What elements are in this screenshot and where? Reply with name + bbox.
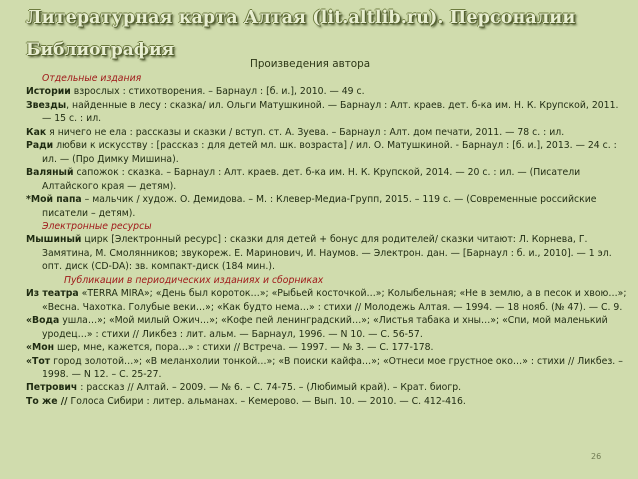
entry-lead: То же // xyxy=(26,395,68,407)
page-number: 26 xyxy=(591,452,602,461)
entry-lead: Валяный xyxy=(26,167,74,179)
works-title: Произведения автора xyxy=(250,58,371,70)
entry-text: взрослых : стихотворения. – Барнаул : [б. и.], 2010. — 49 с. xyxy=(70,86,365,98)
bibliography-entry xyxy=(26,314,628,341)
bibliography-entry xyxy=(26,193,628,220)
entry-text: Голоса Сибири : литер. альманах. – Кемерово. — Вып. 10. — 2010. — С. 412-416. xyxy=(67,395,466,407)
section-heading: Библиография xyxy=(26,40,175,60)
subsection-heading: Публикации в периодических изданиях и сборниках xyxy=(64,274,324,286)
entry-text: ушла…»; «Мой милый Ожич…»; «Кофе пей ленинградский…»; «Листья табака и хны…»; «Спи, мой маленький уродец…» : стихи // Ликбез : лит. альм. — Барнаул, 1996. — N 10. — С. 56-57. xyxy=(42,315,608,340)
entry-text: цирк [Электронный ресурс] : сказки для детей + бонус для родителей/ сказки читают: Л. Корнева, Г. Замятина, М. Смолянников; звукореж. Е. Маринович, И. Наумов. — Электрон. дан. — [Барнаул : б. и., 2010]. — 1 эл. опт. диск (CD-DA): зв. компакт-диск (184 мин.). xyxy=(42,234,612,273)
entry-text: город золотой…»; «В меланхолии тонкой…»; «В поиски кайфа…»; «Отнеси мое грустное око…» : стихи // Ликбез. – 1998. — N 12. – С. 25-27. xyxy=(42,355,623,380)
bibliography-entry xyxy=(26,233,628,273)
entry-text: , найденные в лесу : сказка/ ил. Ольги Матушкиной. — Барнаул : Алт. краев. дет. б-ка им. Н. К. Крупской, 2011. — 15 с. : ил. xyxy=(42,99,619,125)
entry-lead: Как xyxy=(26,126,47,138)
bibliography-entry xyxy=(26,381,628,394)
subsection-heading: Электронные ресурсы xyxy=(42,220,152,232)
bibliography-entry xyxy=(26,85,628,98)
bibliography-entry xyxy=(26,126,628,139)
entry-lead: Мышиный xyxy=(26,234,82,246)
slide-title: Литературная карта Алтая (lit.altlib.ru). Персоналии xyxy=(26,8,576,28)
bibliography-entry xyxy=(26,355,628,382)
bibliography-entry xyxy=(26,99,628,126)
entry-lead: «Тот xyxy=(26,355,51,367)
entry-lead: Ради xyxy=(26,140,54,152)
subsection-heading: Отдельные издания xyxy=(42,73,142,84)
entry-text: шер, мне, кажется, пора…» : стихи // Встреча. — 1997. — № 3. — С. 177-178. xyxy=(54,342,434,354)
bibliography-entry xyxy=(26,287,628,314)
bibliography-list xyxy=(26,72,628,408)
bibliography-entry xyxy=(26,395,628,408)
entry-text: любви к искусству : [рассказ : для детей мл. шк. возраста] / ил. О. Матушкиной. - Барнаул : [б. и.], 2013. — 24 с. : ил. — (Про Димку Мишина). xyxy=(42,140,617,165)
entry-text: я ничего не ела : рассказы и сказки / вступ. ст. А. Зуева. – Барнаул : Алт. дом печати, 2011. — 78 с. : ил. xyxy=(46,126,565,138)
entry-text: сапожок : сказка. – Барнаул : Алт. краев. дет. б-ка им. Н. К. Крупской, 2014. — 20 с. : ил. — (Писатели Алтайского края — детям). xyxy=(42,167,581,192)
entry-lead: *Мой папа xyxy=(26,194,82,206)
bibliography-entry xyxy=(26,166,628,193)
entry-lead: Истории xyxy=(26,86,71,98)
bibliography-entry xyxy=(26,139,628,166)
entry-text: – мальчик / худож. О. Демидова. – М. : Клевер-Медиа-Групп, 2015. – 119 с. — (Современные российские писатели – детям). xyxy=(42,194,597,219)
entry-lead: Из театра xyxy=(26,288,79,300)
entry-text: : рассказ // Алтай. – 2009. — № 6. – С. 74-75. – (Любимый край). – Крат. биогр. xyxy=(77,382,462,394)
entry-text: «TERRA MIRA»; «День был короток…»; «Рыбьей косточкой…»; Колыбельная; «Не в землю, а в песок и хвою…»; «Весна. Чахотка. Голубые веки…»; «Как будто нема…» : стихи // Молодежь Алтая. — 1994. — 18 нояб. (№ 47). — С. 9. xyxy=(42,288,627,313)
entry-lead: Звезды xyxy=(26,99,67,111)
entry-lead: Петрович xyxy=(26,382,78,394)
entry-lead: «Вода xyxy=(26,315,60,327)
entry-lead: «Мон xyxy=(26,342,55,354)
bibliography-entry xyxy=(26,341,628,354)
